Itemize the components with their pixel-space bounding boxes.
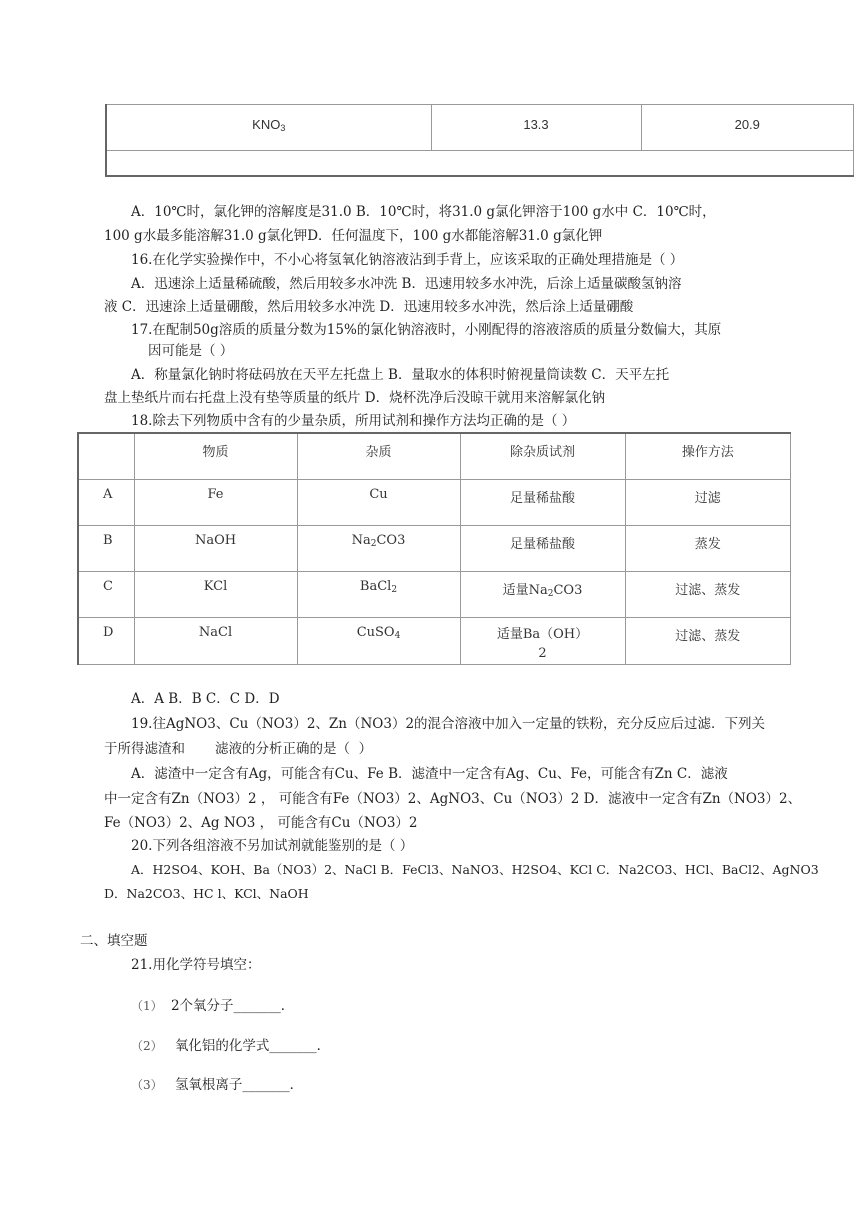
q19-option-line: A．滤渣中一定含有Ag，可能含有Cu、Fe B．滤渣中一定含有Ag、Cu、Fe，可能含有Zn C．滤液	[131, 766, 728, 782]
table-row	[106, 151, 854, 177]
q18-options: A．A B．B C．C D．D	[131, 691, 280, 707]
formula-text: Na	[351, 532, 371, 548]
substance-cell: NaCl	[134, 617, 297, 664]
subscript: 2	[391, 584, 398, 595]
subscript: 2	[547, 588, 554, 599]
fill-item	[131, 997, 294, 1015]
subscript: 3	[280, 123, 286, 133]
solubility-table-fragment	[105, 104, 854, 177]
header-cell	[78, 433, 134, 479]
formula-text: CuSO	[356, 624, 395, 640]
impurity-cell	[297, 571, 460, 617]
q17-stem-cont: 因可能是（ ）	[148, 343, 234, 359]
table-row	[78, 571, 791, 617]
q19-stem-cont: 于所得滤渣和 滤液的分析正确的是（ ）	[104, 741, 373, 757]
q20-stem: 20.下列各组溶液不另加试剂就能鉴别的是（ ）	[131, 838, 414, 854]
header-cell: 操作方法	[625, 433, 791, 479]
reagent-cell: 足量稀盐酸	[460, 479, 625, 525]
q20-option-line: A．H2SO4、KOH、Ba（NO3）2、NaCl B．FeCl3、NaNO3、H2SO4、KCl C．Na2CO3、HCl、BaCl2、AgNO3	[131, 862, 819, 877]
q15-option-line: 100 g水最多能溶解31.0 g氯化钾D．任何温度下，100 g水都能溶解31.0 g氯化钾	[104, 228, 603, 244]
q16-stem: 16.在化学实验操作中，不小心将氢氧化钠溶液沾到手背上，应该采取的正确处理措施是（ ）	[131, 252, 684, 268]
formula-text: 适量Na	[502, 582, 548, 598]
cell-text: KNO	[252, 117, 281, 132]
reagent-line: 适量Ba（OH）	[496, 626, 589, 642]
substance-cell: KCl	[134, 571, 297, 617]
q19-option-line: 中一定含有Zn（NO3）2 ， 可能含有Fe（NO3）2、AgNO3、Cu（NO3）2 D．滤液中一定含有Zn（NO3）2、	[104, 791, 802, 807]
table-row	[78, 525, 791, 571]
table-cell: 13.3	[431, 105, 641, 151]
formula-text: CO3	[376, 532, 406, 548]
q15-option-line: A．10℃时，氯化钾的溶解度是31.0 B．10℃时，将31.0 g氯化钾溶于100 g水中 C．10℃时，	[131, 204, 716, 220]
substance-cell: Fe	[134, 479, 297, 525]
item-text: 氢氧根离子_______．	[174, 1077, 304, 1093]
section-title: 二、填空题	[80, 933, 148, 949]
fill-item	[131, 1076, 303, 1094]
reagent-cell	[460, 617, 625, 664]
method-cell: 过滤	[625, 479, 791, 525]
impurity-cell	[297, 525, 460, 571]
substance-cell: NaOH	[134, 525, 297, 571]
table-cell-empty	[106, 151, 854, 177]
reagent-line: 2	[538, 645, 547, 661]
table-row	[78, 617, 791, 664]
fill-item	[131, 1037, 330, 1055]
row-label: D	[78, 617, 134, 664]
header-cell: 物质	[134, 433, 297, 479]
formula-text: CO3	[553, 582, 583, 598]
row-label: C	[78, 571, 134, 617]
q16-option-line: 液 C．迅速涂上适量硼酸，然后用较多水冲洗 D．迅速用较多水冲洗，然后涂上适量硼酸	[104, 299, 634, 315]
q19-option-line: Fe（NO3）2、Ag NO3 ， 可能含有Cu（NO3）2	[104, 815, 418, 831]
table-row	[78, 479, 791, 525]
table-header-row	[78, 433, 791, 479]
method-cell: 过滤、蒸发	[625, 617, 791, 664]
item-text: 氧化铝的化学式_______．	[174, 1038, 331, 1054]
q17-option-line: A．称量氯化钠时将砝码放在天平左托盘上 B．量取水的体积时俯视量筒读数 C．天平左托	[131, 367, 670, 383]
q20-option-line: D．Na2CO3、HC l、KCl、NaOH	[104, 886, 309, 901]
table-cell	[106, 105, 431, 151]
item-text: 2个氧分子_______．	[170, 998, 295, 1014]
method-cell: 过滤、蒸发	[625, 571, 791, 617]
item-number: （1）	[131, 999, 163, 1013]
impurity-cell	[297, 617, 460, 664]
item-number: （3）	[131, 1078, 163, 1092]
method-cell: 蒸发	[625, 525, 791, 571]
header-cell: 除杂质试剂	[460, 433, 625, 479]
reagent-cell: 足量稀盐酸	[460, 525, 625, 571]
row-label: A	[78, 479, 134, 525]
impurity-cell: Cu	[297, 479, 460, 525]
table-row	[106, 105, 854, 151]
q21-stem: 21.用化学符号填空：	[131, 957, 261, 973]
header-cell: 杂质	[297, 433, 460, 479]
q17-option-line: 盘上垫纸片而右托盘上没有垫等质量的纸片 D．烧杯洗净后没晾干就用来溶解氯化钠	[104, 390, 606, 406]
subscript: 4	[394, 630, 401, 641]
row-label: B	[78, 525, 134, 571]
q18-stem: 18.除去下列物质中含有的少量杂质，所用试剂和操作方法均正确的是（ ）	[131, 413, 576, 429]
q16-option-line: A．迅速涂上适量稀硫酸，然后用较多水冲洗 B．迅速用较多水冲洗，后涂上适量碳酸氢钠溶	[131, 276, 682, 292]
formula-text: BaCl	[359, 578, 392, 594]
subscript: 2	[370, 538, 377, 549]
item-number: （2）	[131, 1039, 163, 1053]
q19-stem: 19.往AgNO3、Cu（NO3）2、Zn（NO3）2的混合溶液中加入一定量的铁粉，充分反应后过滤．下列关	[131, 716, 766, 732]
q17-stem: 17.在配制50g溶质的质量分数为15%的氯化钠溶液时，小刚配得的溶液溶质的质量分数偏大，其原	[131, 322, 722, 338]
table-cell: 20.9	[641, 105, 854, 151]
reagent-cell	[460, 571, 625, 617]
impurity-removal-table	[77, 432, 791, 665]
